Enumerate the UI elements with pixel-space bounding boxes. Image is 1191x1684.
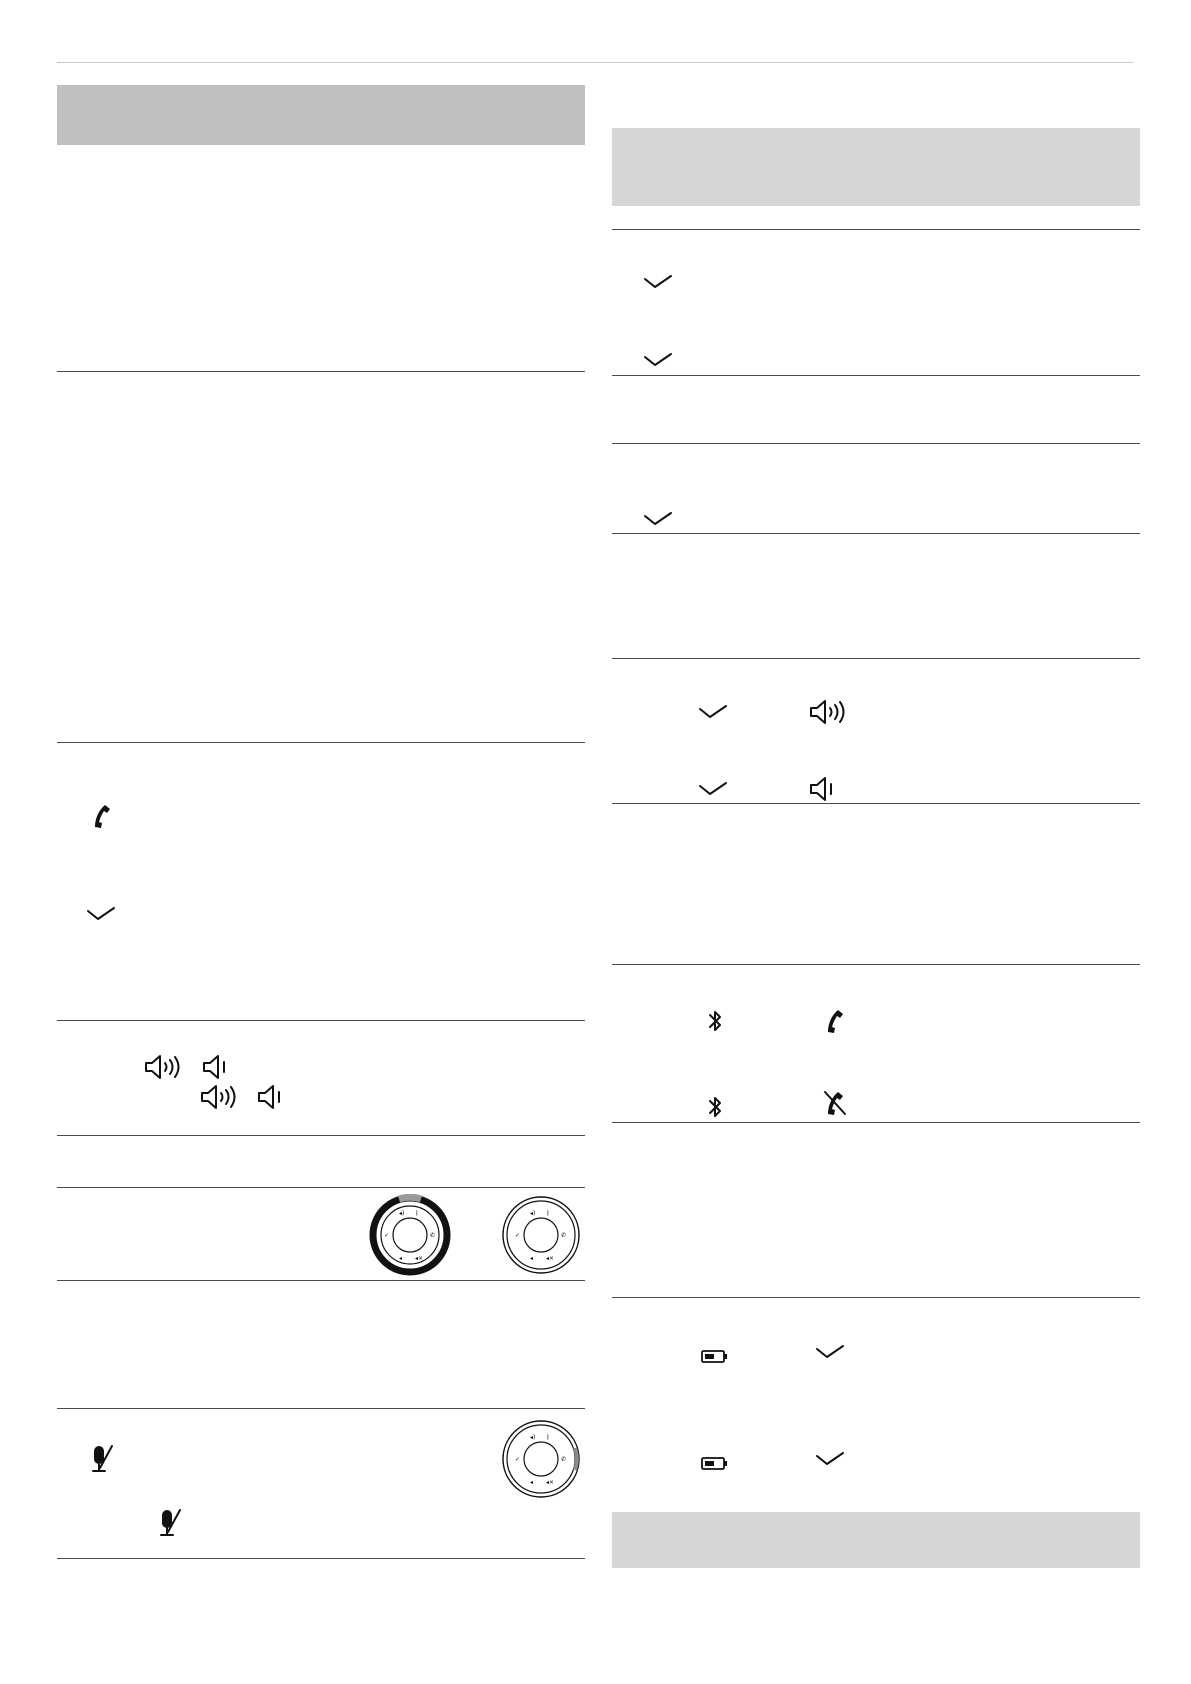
right-divider-8	[612, 1122, 1140, 1123]
right-divider-3	[612, 443, 1140, 444]
svg-text:ᛒ: ᛒ	[415, 1210, 419, 1217]
svg-text:◂: ◂	[399, 1255, 403, 1262]
right-header-band	[612, 128, 1140, 206]
right-divider-1	[612, 229, 1140, 230]
volume-down-icon	[201, 1054, 231, 1080]
battery-low-icon	[700, 1455, 730, 1471]
left-divider-1	[57, 371, 585, 372]
right-divider-6	[612, 803, 1140, 804]
phone-end-icon	[821, 1088, 849, 1118]
volume-up-icon	[143, 1054, 183, 1080]
left-divider-7	[57, 1408, 585, 1409]
svg-text:✆: ✆	[561, 1456, 567, 1463]
left-divider-6	[57, 1280, 585, 1281]
check-icon	[643, 351, 673, 369]
speaker-dial-mute-icon	[500, 1418, 582, 1505]
bluetooth-icon	[707, 1008, 723, 1034]
left-divider-4	[57, 1135, 585, 1136]
check-icon	[643, 510, 673, 528]
right-divider-4	[612, 533, 1140, 534]
speaker-dial-lit-icon	[369, 1194, 451, 1281]
svg-text:◂×: ◂×	[415, 1255, 424, 1262]
left-divider-8	[57, 1558, 585, 1559]
check-icon	[815, 1450, 845, 1468]
svg-text:◂: ◂	[530, 1255, 534, 1262]
svg-text:◂): ◂)	[530, 1210, 536, 1217]
check-icon	[815, 1343, 845, 1361]
microphone-mute-icon	[88, 1444, 116, 1474]
right-divider-2	[612, 375, 1140, 376]
battery-low-icon	[700, 1348, 730, 1364]
volume-up-icon	[808, 699, 848, 725]
svg-text:◂×: ◂×	[546, 1479, 555, 1486]
right-footer-band	[612, 1512, 1140, 1568]
svg-text:✓: ✓	[515, 1232, 521, 1239]
svg-text:✓: ✓	[384, 1232, 390, 1239]
right-divider-5	[612, 658, 1140, 659]
svg-text:✆: ✆	[561, 1232, 567, 1239]
volume-down-icon	[256, 1084, 286, 1110]
svg-text:◂×: ◂×	[546, 1255, 555, 1262]
left-header-band	[57, 85, 585, 145]
phone-answer-icon	[821, 1008, 847, 1036]
check-icon	[698, 703, 728, 721]
check-icon	[86, 905, 116, 923]
svg-text:ᛒ: ᛒ	[546, 1210, 550, 1217]
phone-answer-icon	[88, 803, 114, 831]
volume-up-icon	[199, 1084, 239, 1110]
speaker-dial-unlit-icon	[500, 1194, 582, 1281]
check-icon	[698, 780, 728, 798]
check-icon	[643, 273, 673, 291]
right-divider-9	[612, 1297, 1140, 1298]
svg-text:◂): ◂)	[399, 1210, 405, 1217]
svg-text:◂: ◂	[530, 1479, 534, 1486]
left-divider-3	[57, 1020, 585, 1021]
svg-text:✆: ✆	[430, 1232, 436, 1239]
left-divider-5	[57, 1187, 585, 1188]
microphone-mute-icon	[156, 1508, 184, 1538]
svg-text:✓: ✓	[515, 1456, 521, 1463]
page-top-rule	[57, 62, 1133, 63]
right-divider-7	[612, 964, 1140, 965]
svg-text:◂): ◂)	[530, 1434, 536, 1441]
volume-down-icon	[808, 776, 838, 802]
left-divider-2	[57, 742, 585, 743]
svg-text:ᛒ: ᛒ	[546, 1434, 550, 1441]
bluetooth-icon	[707, 1094, 723, 1120]
